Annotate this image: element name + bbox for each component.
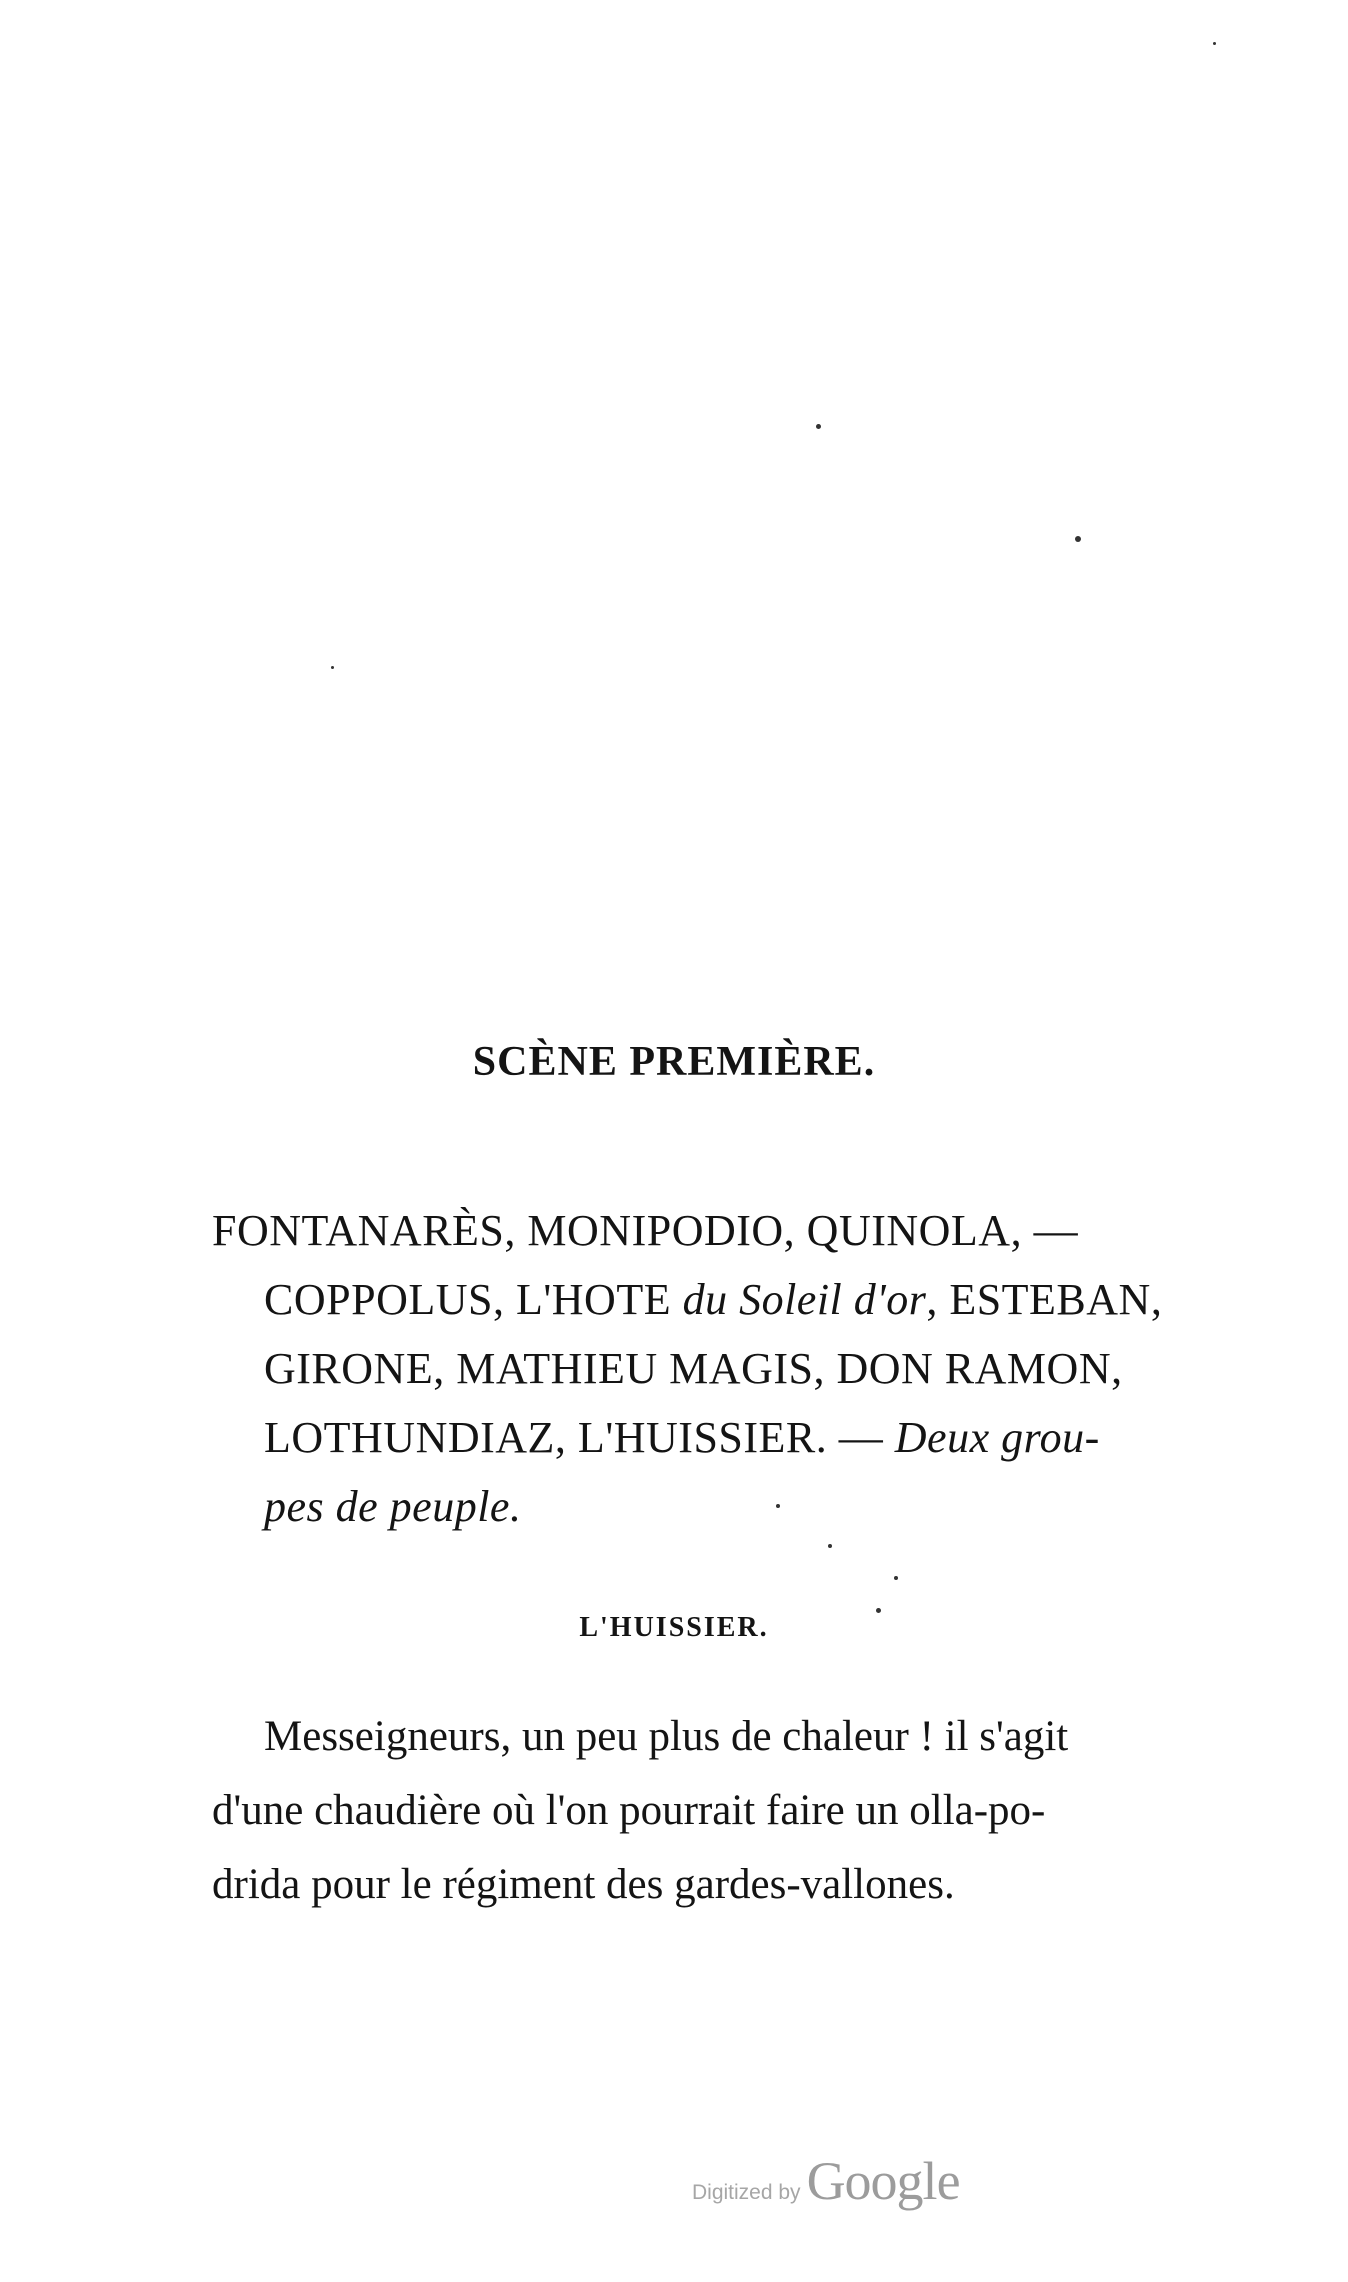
speaker-name: L'HUISSIER.	[579, 1612, 769, 1643]
scan-speck	[1075, 536, 1081, 542]
cast-text-roman: LOTHUNDIAZ, L'HUISSIER. —	[264, 1413, 895, 1462]
cast-line	[212, 1265, 1188, 1334]
cast-text-italic: pes de peuple.	[264, 1482, 522, 1531]
cast-line-text	[264, 1403, 1100, 1472]
speech-paragraph	[212, 1700, 1188, 1922]
cast-line-text	[264, 1265, 1162, 1334]
cast-line	[212, 1196, 1188, 1265]
scan-speck	[816, 424, 821, 429]
cast-text-italic: Deux grou-	[894, 1413, 1100, 1462]
cast-line	[212, 1334, 1188, 1403]
speech-line	[212, 1774, 1188, 1848]
cast-text-roman: COPPOLUS, L'HOTE	[264, 1275, 683, 1324]
speech-line	[212, 1848, 1188, 1922]
cast-text-italic: du Soleil d'or	[682, 1275, 927, 1324]
speech-line	[212, 1700, 1188, 1774]
cast-line	[212, 1472, 1188, 1541]
speech-line-text: Messeigneurs, un peu plus de chaleur ! il s'agit	[264, 1713, 1069, 1760]
scene-heading: SCÈNE PREMIÈRE.	[472, 1039, 876, 1085]
scan-speck	[1213, 42, 1216, 45]
digitized-watermark	[692, 2150, 960, 2212]
cast-list	[212, 1196, 1188, 1541]
cast-line-text: GIRONE, MATHIEU MAGIS, DON RAMON,	[264, 1344, 1123, 1393]
speech-line-text: drida pour le régiment des gardes-vallones.	[212, 1861, 955, 1908]
watermark-prefix: Digitized by	[692, 2181, 801, 2204]
scan-speck	[894, 1576, 898, 1580]
cast-text-roman: , ESTEBAN,	[926, 1275, 1163, 1324]
scan-speck	[331, 666, 334, 669]
scan-speck	[828, 1544, 832, 1548]
speech-line-text: d'une chaudière où l'on pourrait faire un olla-po-	[212, 1787, 1046, 1834]
cast-line-text: FONTANARÈS, MONIPODIO, QUINOLA, —	[212, 1206, 1079, 1255]
cast-line	[212, 1403, 1188, 1472]
google-logo: Google	[806, 2151, 960, 2211]
